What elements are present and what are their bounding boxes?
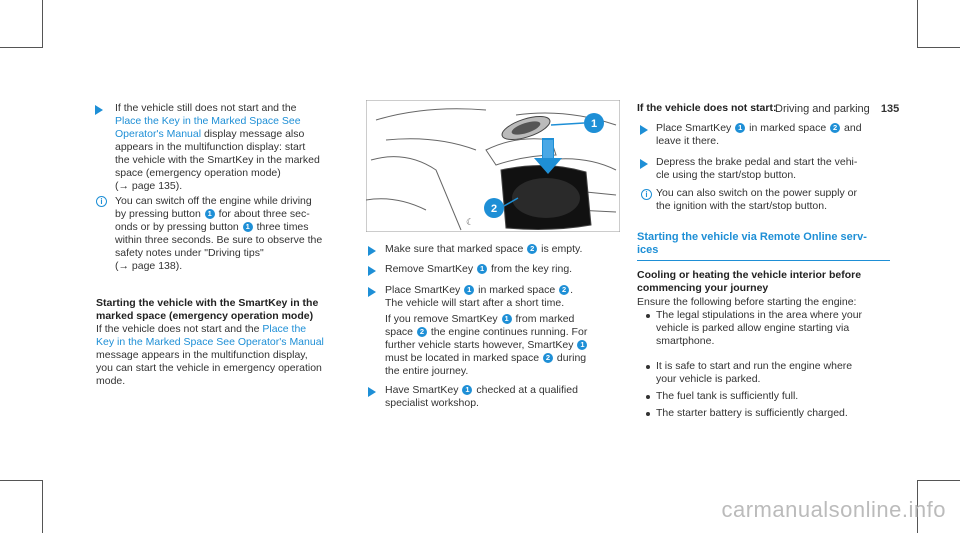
badge-2-icon: 2: [559, 285, 569, 295]
left-para-1: If the vehicle still does not start and the Place the Key in the Marked Space See Operator's Manual display message also appears in the multifunction display: start the vehicle with the SmartKey in the marked space (emergency operation mode) (→ page 135).: [115, 102, 355, 193]
bullet-item: The legal stipulations in the area where your vehicle is parked allow engine starting via smartphone.: [656, 309, 863, 347]
link-operators-manual[interactable]: Operator's Manual: [115, 128, 202, 140]
bullet-item: The starter battery is sufficiently charged.: [656, 407, 848, 419]
crop-mark: [917, 47, 960, 48]
illustration-label-2: 2: [490, 203, 498, 215]
badge-1-icon: 1: [243, 222, 253, 232]
step-arrow-icon: [640, 125, 648, 135]
badge-1-icon: 1: [502, 314, 512, 324]
badge-1-icon: 1: [577, 340, 587, 350]
middle-step-3: Place SmartKey 1 in marked space 2 . The vehicle will start after a short time.: [385, 284, 574, 309]
step-arrow-icon: [368, 266, 376, 276]
right-step-1: Place SmartKey 1 in marked space 2 and leave it there.: [656, 122, 862, 147]
step-arrow-icon: [368, 387, 376, 397]
left-heading: Starting the vehicle with the SmartKey in the marked space (emergency operation mode): [96, 297, 319, 322]
step-arrow-icon: [640, 159, 648, 169]
left-para-2: You can switch off the engine while driving by pressing button 1 for about three sec- onds or by pressing button 1 three times within three seconds. Be sure to observe the safety notes under "Driving tips" (→ page 138).: [115, 195, 323, 272]
bullet-item: The fuel tank is sufficiently full.: [656, 390, 799, 402]
info-icon: i: [96, 196, 107, 207]
badge-1-icon: 1: [205, 209, 215, 219]
crop-mark: [42, 0, 43, 48]
watermark: carmanualsonline.info: [721, 497, 946, 522]
badge-1-icon: 1: [464, 285, 474, 295]
badge-1-icon: 1: [735, 123, 745, 133]
middle-step-5: Have SmartKey 1 checked at a qualified specialist workshop.: [385, 384, 578, 409]
crop-mark: [42, 480, 43, 533]
badge-1-icon: 1: [462, 385, 472, 395]
badge-2-icon: 2: [417, 327, 427, 337]
page-number: 135: [880, 103, 900, 115]
bullet-icon: [646, 412, 650, 416]
smartkey-illustration: [366, 100, 620, 232]
bullet-icon: [646, 365, 650, 369]
info-icon: i: [641, 189, 652, 200]
right-heading: If the vehicle does not start:: [637, 102, 777, 114]
bullet-item: It is safe to start and run the engine where your vehicle is parked.: [656, 360, 853, 385]
right-step-2: Depress the brake pedal and start the vehi- cle using the start/stop button.: [656, 156, 858, 181]
badge-2-icon: 2: [830, 123, 840, 133]
link-place-key[interactable]: Place the Key in the Marked Space See: [115, 115, 301, 127]
section-rule: [637, 260, 890, 261]
header-title: Driving and parking: [775, 103, 870, 115]
illustration-label-1: 1: [590, 118, 598, 130]
right-para: Ensure the following before starting the engine:: [637, 296, 857, 308]
bullet-icon: [646, 395, 650, 399]
crop-mark: [917, 480, 960, 481]
svg-text:☾: ☾: [466, 217, 475, 227]
right-info: You can also switch on the power supply or the ignition with the start/stop button.: [656, 187, 857, 212]
middle-step-1: Make sure that marked space 2 is empty.: [385, 243, 583, 255]
left-para-3: If the vehicle does not start and the Place the Key in the Marked Space See Operator's Manual message appears in the multifunction display, you can start the vehicle in emergency operation mode.: [96, 323, 358, 388]
link-place-the[interactable]: Place the: [262, 323, 307, 335]
step-arrow-icon: [368, 246, 376, 256]
step-arrow-icon: [368, 287, 376, 297]
crop-mark: [0, 47, 42, 48]
middle-note: If you remove SmartKey 1 from marked space 2 the engine continues running. For further vehicle starts however, SmartKey 1 must be located in marked space 2 during the entire journey.: [385, 313, 588, 377]
badge-1-icon: 1: [477, 264, 487, 274]
link-key-marked-space[interactable]: Key in the Marked Space See Operator's Manual: [96, 336, 324, 348]
right-subheading: Cooling or heating the vehicle interior before commencing your journey: [637, 269, 862, 294]
bullet-icon: [646, 314, 650, 318]
middle-step-2: Remove SmartKey 1 from the key ring.: [385, 263, 573, 275]
badge-2-icon: 2: [527, 244, 537, 254]
step-arrow-icon: [95, 105, 103, 115]
crop-mark: [0, 480, 42, 481]
crop-mark: [917, 0, 918, 48]
badge-2-icon: 2: [543, 353, 553, 363]
section-title: Starting the vehicle via Remote Online serv- ices: [637, 231, 867, 256]
